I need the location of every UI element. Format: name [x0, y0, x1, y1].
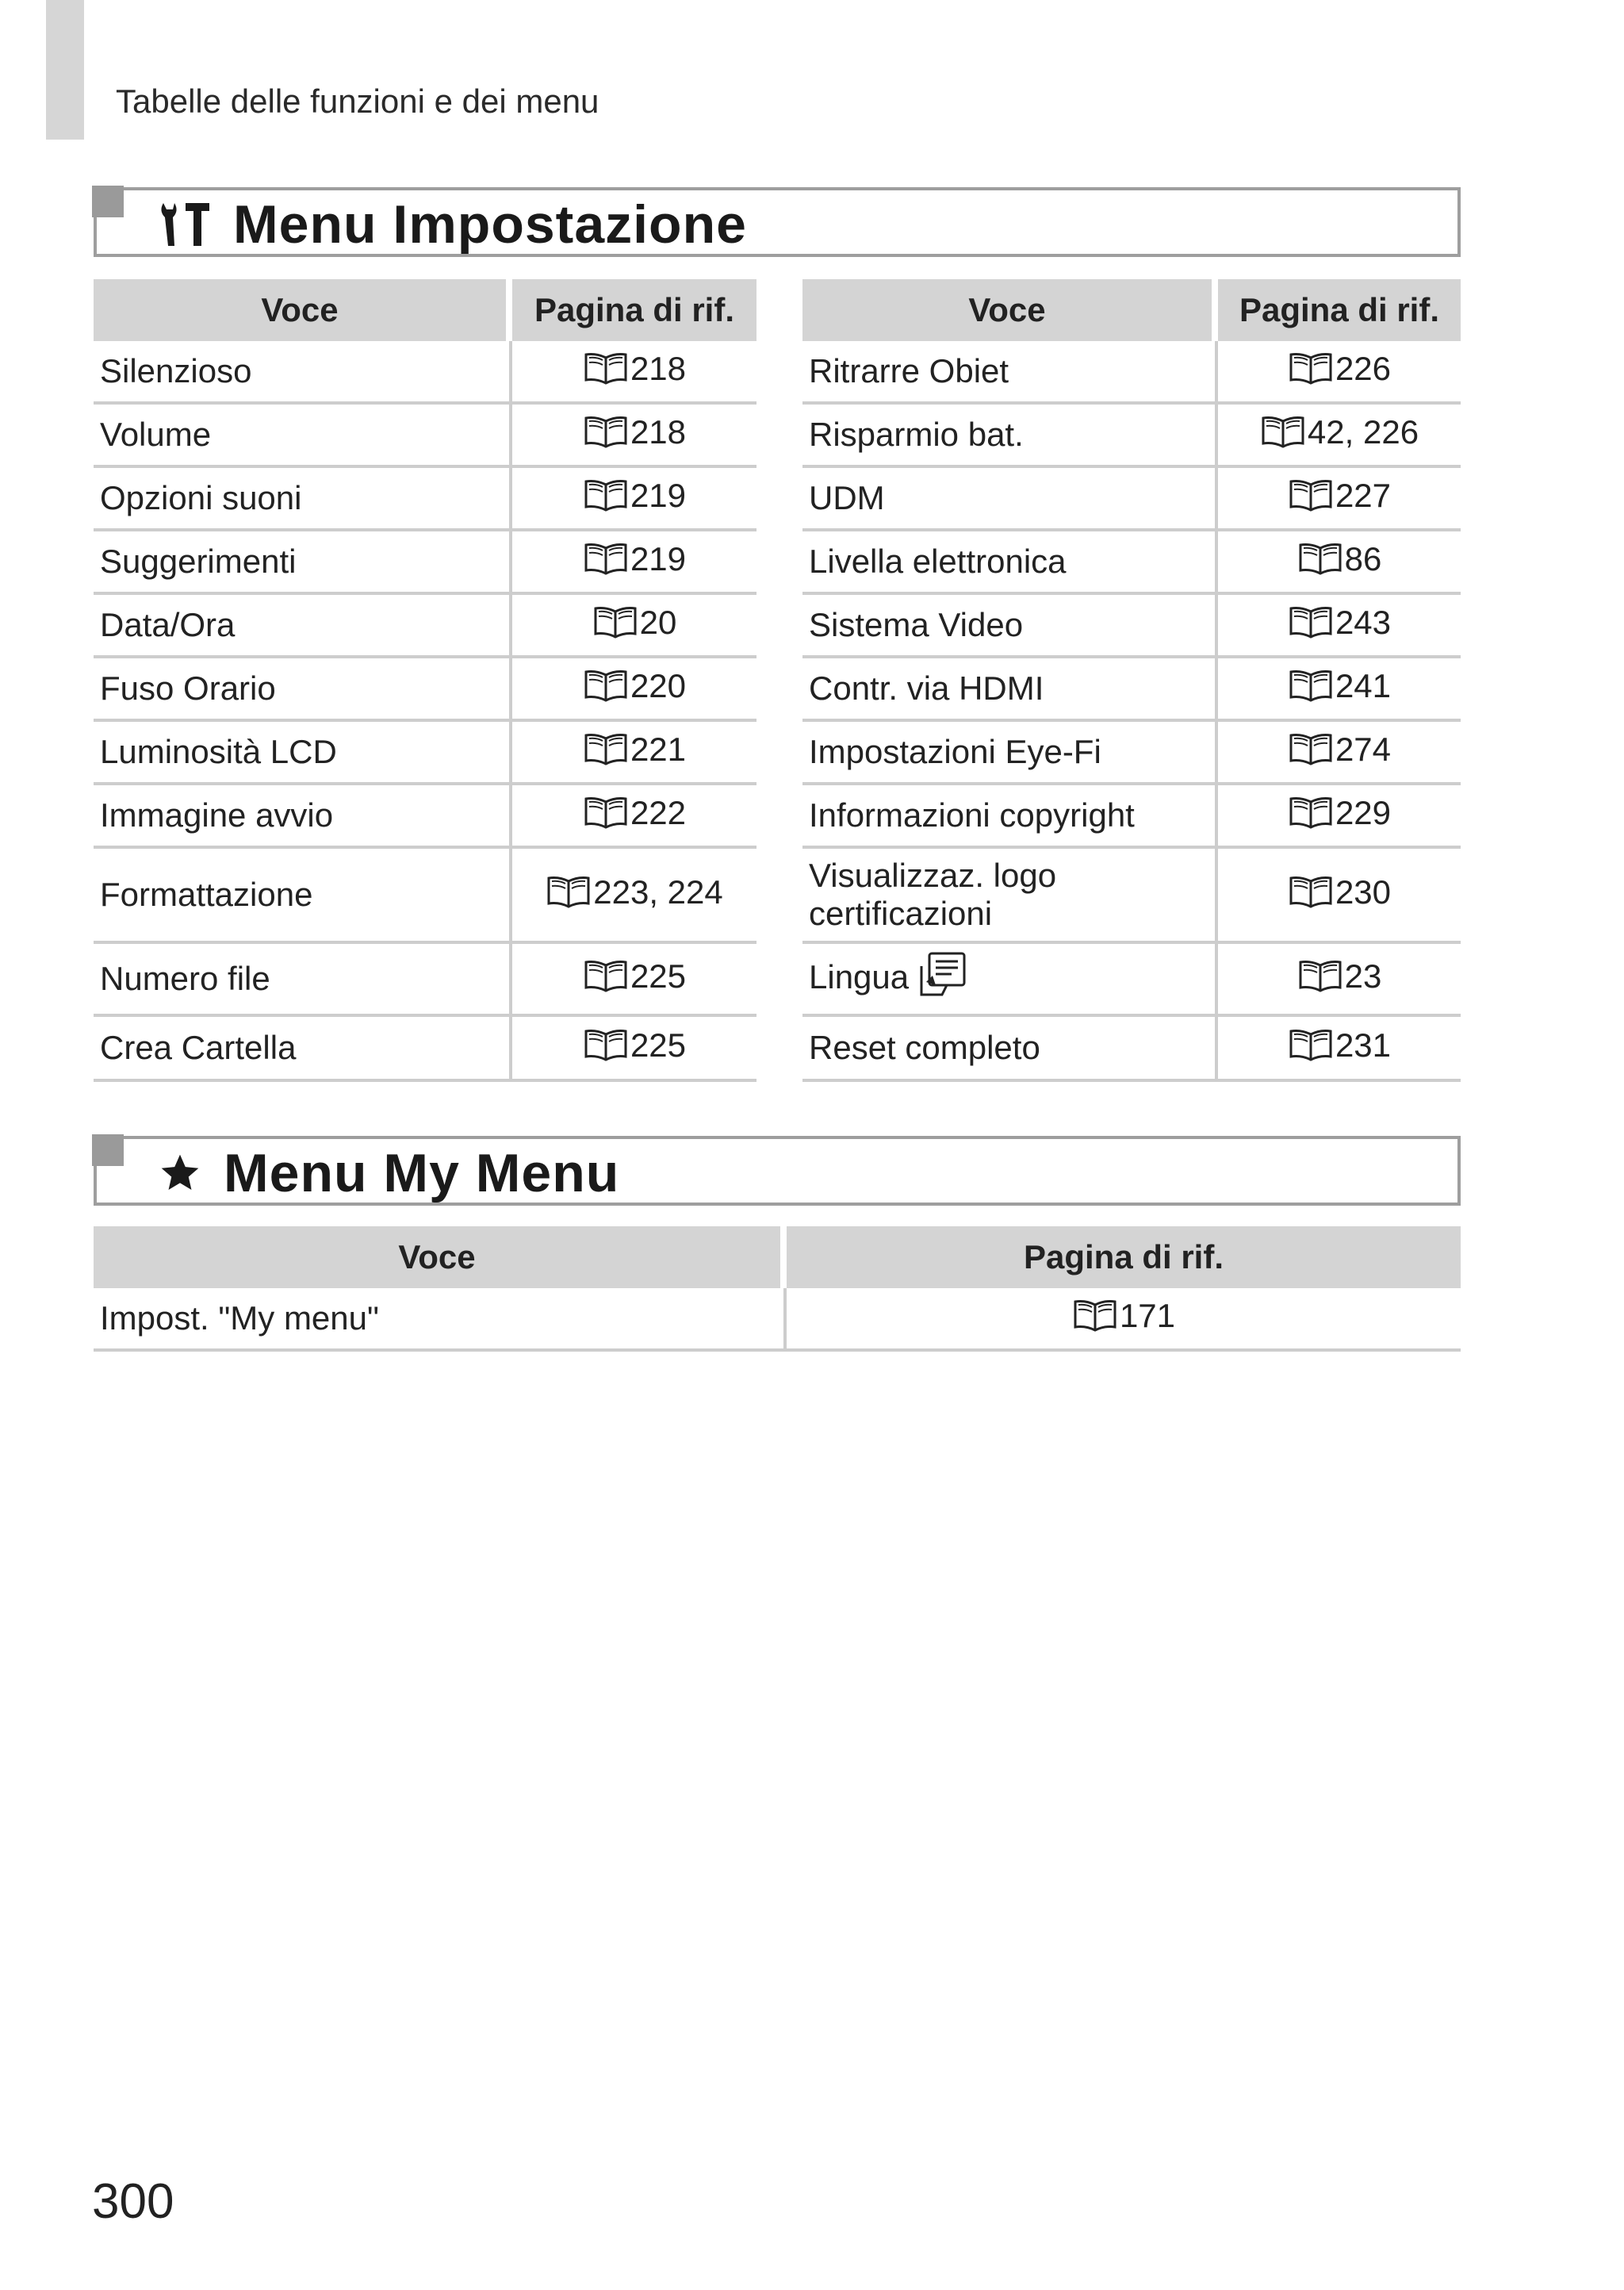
page-number: 300: [92, 2174, 174, 2229]
item-name-cell: [802, 849, 1218, 944]
item-name-cell: [94, 849, 512, 944]
section-marker: [92, 186, 124, 217]
item-name-cell: [94, 341, 512, 405]
side-tab-bar: [46, 0, 84, 140]
table-row: [802, 405, 1461, 468]
page-ref: 218: [630, 350, 687, 387]
item-name-cell: [802, 405, 1218, 468]
table-row: [94, 658, 756, 722]
item-name: Crea Cartella: [100, 1029, 297, 1066]
page-ref: 86: [1344, 540, 1382, 577]
page-ref-cell: [1218, 849, 1461, 944]
page-ref: 219: [630, 477, 687, 514]
page-ref: 229: [1335, 794, 1392, 831]
open-book-icon: [1288, 875, 1334, 916]
open-book-icon: [1288, 1028, 1334, 1069]
page-ref-cell: [1218, 468, 1461, 531]
item-name: Fuso Orario: [100, 669, 276, 707]
page-ref: 171: [1119, 1297, 1176, 1334]
open-book-icon: [583, 959, 629, 1000]
col-header-voce: Voce: [94, 279, 512, 341]
page-ref: 221: [630, 731, 687, 768]
item-name: Volume: [100, 416, 212, 453]
item-name: Informazioni copyright: [809, 796, 1135, 834]
item-name-cell: [94, 468, 512, 531]
item-name: Impost. "My menu": [100, 1299, 379, 1337]
table-row: [94, 944, 756, 1017]
page-ref: 230: [1335, 873, 1392, 911]
item-name: Silenzioso: [100, 352, 252, 389]
section-marker: [92, 1134, 124, 1166]
item-name-cell: [802, 531, 1218, 595]
open-book-icon: [583, 415, 629, 456]
table-row: [94, 849, 756, 944]
page-ref: 42, 226: [1307, 413, 1419, 451]
table-row: [94, 405, 756, 468]
page-ref-cell: [1218, 341, 1461, 405]
page-ref: 225: [630, 1026, 687, 1064]
table-row: [94, 1017, 756, 1082]
page-ref-cell: [512, 785, 756, 849]
table-row: [802, 658, 1461, 722]
table-row: [802, 785, 1461, 849]
table-row: [802, 849, 1461, 944]
item-name: Lingua: [809, 958, 910, 995]
page-ref-cell: [512, 1017, 756, 1082]
open-book-icon: [592, 605, 638, 646]
page-ref: 20: [639, 604, 677, 641]
open-book-icon: [583, 1028, 629, 1069]
item-name: Contr. via HDMI: [809, 669, 1044, 707]
page-ref-cell: [512, 944, 756, 1017]
table-row: [802, 595, 1461, 658]
item-name-cell: [94, 944, 512, 1017]
item-name: Opzioni suoni: [100, 479, 302, 516]
page-ref: 226: [1335, 350, 1392, 387]
item-name: Luminosità LCD: [100, 733, 337, 770]
table-row: [94, 468, 756, 531]
open-book-icon: [583, 478, 629, 520]
item-name-cell: [94, 531, 512, 595]
setup-table-left: [94, 279, 756, 1082]
item-name-cell: [94, 785, 512, 849]
page-ref-cell: [1218, 658, 1461, 722]
item-name: Reset completo: [809, 1029, 1040, 1066]
page-ref: 243: [1335, 604, 1392, 641]
item-name: Livella elettronica: [809, 543, 1067, 580]
setup-table-right: [802, 279, 1461, 1082]
page-ref: 225: [630, 957, 687, 995]
section-title-text: Menu My Menu: [224, 1143, 620, 1203]
page-ref: 223, 224: [593, 873, 723, 911]
page-ref-cell: [1218, 405, 1461, 468]
page-ref-cell: [1218, 785, 1461, 849]
star-icon: [157, 1145, 203, 1201]
open-book-icon: [1297, 959, 1343, 1000]
item-name-cell: [802, 785, 1218, 849]
open-book-icon: [1288, 669, 1334, 710]
table-row: [802, 468, 1461, 531]
table-row: [94, 531, 756, 595]
table-row: [94, 595, 756, 658]
item-name: Ritrarre Obiet: [809, 352, 1009, 389]
table-row: [802, 531, 1461, 595]
item-name-cell: [802, 658, 1218, 722]
open-book-icon: [1288, 796, 1334, 837]
table-row: [94, 1288, 1461, 1352]
page-ref-cell: [1218, 595, 1461, 658]
page-ref: 231: [1335, 1026, 1392, 1064]
open-book-icon: [583, 669, 629, 710]
item-name-cell: [94, 595, 512, 658]
open-book-icon: [1260, 415, 1306, 456]
open-book-icon: [1288, 351, 1334, 393]
col-header-voce: Voce: [94, 1226, 787, 1288]
item-name-cell: [94, 722, 512, 785]
item-name: UDM: [809, 479, 885, 516]
page-ref: 241: [1335, 667, 1392, 704]
item-name-cell: [802, 944, 1218, 1017]
table-row: [94, 341, 756, 405]
open-book-icon: [1072, 1298, 1118, 1340]
table-row: [94, 722, 756, 785]
page-ref-cell: [1218, 722, 1461, 785]
running-header: Tabelle delle funzioni e dei menu: [116, 82, 599, 120]
table-row: [802, 944, 1461, 1017]
col-header-voce: Voce: [802, 279, 1218, 341]
open-book-icon: [1297, 542, 1343, 583]
item-name-cell: [802, 468, 1218, 531]
page-ref-cell: [512, 658, 756, 722]
item-name: Suggerimenti: [100, 543, 297, 580]
page-ref-cell: [1218, 1017, 1461, 1082]
page-ref: 222: [630, 794, 687, 831]
section-title-mymenu: [94, 1136, 1461, 1206]
page-ref-cell: [1218, 531, 1461, 595]
item-name: Data/Ora: [100, 606, 236, 643]
page-ref-cell: [512, 341, 756, 405]
page-ref-cell: [512, 722, 756, 785]
wrench-screwdriver-icon: [157, 197, 213, 252]
item-name: Numero file: [100, 960, 270, 997]
item-name: Risparmio bat.: [809, 416, 1024, 453]
page-ref-cell: [512, 849, 756, 944]
open-book-icon: [583, 542, 629, 583]
item-name: Impostazioni Eye-Fi: [809, 733, 1101, 770]
page-ref-cell: [787, 1288, 1461, 1352]
page-ref: 219: [630, 540, 687, 577]
page-ref: 23: [1344, 957, 1382, 995]
item-name-cell: [802, 722, 1218, 785]
table-row: [94, 785, 756, 849]
page-ref: 218: [630, 413, 687, 451]
table-row: [802, 722, 1461, 785]
open-book-icon: [583, 796, 629, 837]
open-book-icon: [1288, 478, 1334, 520]
open-book-icon: [583, 732, 629, 773]
page-ref-cell: [1218, 944, 1461, 1017]
section-title-text: Menu Impostazione: [233, 194, 747, 255]
item-name: Sistema Video: [809, 606, 1024, 643]
item-name-cell: [94, 658, 512, 722]
page-ref-cell: [512, 531, 756, 595]
item-name: Immagine avvio: [100, 796, 334, 834]
open-book-icon: [1288, 605, 1334, 646]
item-name: Visualizzaz. logo: [809, 857, 1057, 894]
col-header-page: Pagina di rif.: [512, 279, 756, 341]
item-name: Formattazione: [100, 876, 313, 913]
col-header-page: Pagina di rif.: [1218, 279, 1461, 341]
item-name-line2: certificazioni: [809, 895, 993, 932]
mymenu-table: [94, 1226, 1461, 1352]
section-title-setup: [94, 187, 1461, 257]
page-ref: 227: [1335, 477, 1392, 514]
item-name-cell: [94, 1017, 512, 1082]
item-name-cell: [94, 405, 512, 468]
item-name-cell: [802, 1017, 1218, 1082]
page-ref: 274: [1335, 731, 1392, 768]
open-book-icon: [583, 351, 629, 393]
table-row: [802, 1017, 1461, 1082]
item-name-cell: [802, 341, 1218, 405]
col-header-page: Pagina di rif.: [787, 1226, 1461, 1288]
page-ref-cell: [512, 405, 756, 468]
language-speech-icon: [918, 950, 967, 1007]
item-name-cell: [94, 1288, 787, 1352]
table-row: [802, 341, 1461, 405]
item-name-cell: [802, 595, 1218, 658]
open-book-icon: [546, 875, 592, 916]
page-ref-cell: [512, 595, 756, 658]
page-ref-cell: [512, 468, 756, 531]
page-ref: 220: [630, 667, 687, 704]
open-book-icon: [1288, 732, 1334, 773]
